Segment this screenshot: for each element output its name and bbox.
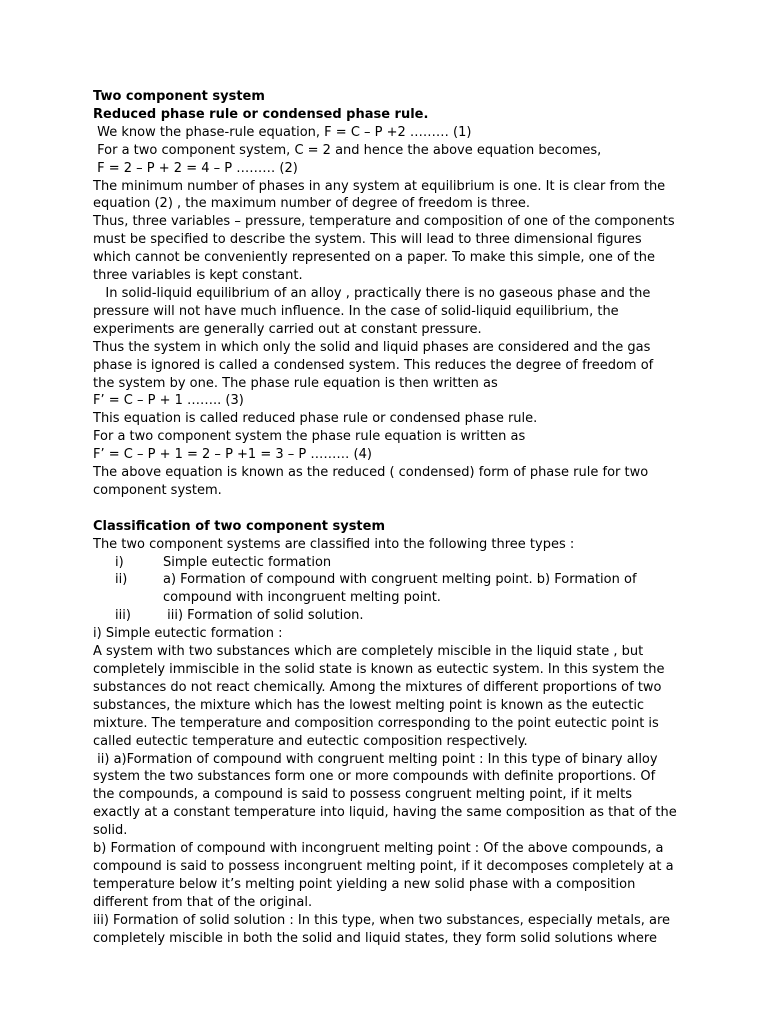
list-text: Simple eutectic formation — [163, 554, 332, 570]
list-text: iii) Formation of solid solution. — [163, 608, 364, 624]
paragraph: For a two component system the phase rule equation is written as — [93, 429, 526, 445]
list-text: a) Formation of compound with congruent melting point. b) Formation of compound with incongruent melting point. — [163, 572, 637, 606]
paragraph: Thus, three variables – pressure, temperature and composition of one of the components must be specified to describe the system. This will lead to three dimensional figures which cannot be conveniently represented on a paper. To make this simple, one of the three variables is kept constant. — [93, 214, 675, 284]
paragraph: Thus the system in which only the solid and liquid phases are considered and the gas phase is ignored is called a condensed system. This reduces the degree of freedom of the system by one. The phase rule equation is then written as — [93, 339, 654, 391]
paragraph: For a two component system, C = 2 and hence the above equation becomes, — [93, 142, 602, 158]
paragraph: The minimum number of phases in any system at equilibrium is one. It is clear from the equation (2) , the maximum number of degree of freedom is three. — [93, 178, 666, 212]
list-number: ii) — [115, 572, 128, 588]
paragraph: In solid-liquid equilibrium of an alloy , practically there is no gaseous phase and the pressure will not have much influence. In the case of solid-liquid equilibrium, the experiments are generally carried out at constant pressure. — [93, 285, 655, 337]
blank-line — [93, 500, 678, 518]
paragraph: We know the phase-rule equation, F = C – P +2 ……… (1) — [93, 124, 472, 140]
list-number: i) — [115, 554, 124, 570]
paragraph: ii) a)Formation of compound with congruent melting point : In this type of binary alloy system the two substances form one or more compounds with definite proportions. Of the compounds, a compound is said to possess congruent melting point, if it melts exactly at a constant temperature into liquid, having the same composition as that of the solid. — [93, 751, 681, 839]
paragraph: iii) Formation of solid solution : In this type, when two substances, especially metals, are completely miscible in both the solid and liquid states, they form solid solutions where — [93, 912, 671, 946]
paragraph: This equation is called reduced phase rule or condensed phase rule. — [93, 411, 538, 427]
paragraph: i) Simple eutectic formation : — [93, 626, 283, 642]
list-item — [93, 571, 678, 607]
document-title: Two component system — [93, 89, 265, 104]
classification-intro: The two component systems are classified into the following three types : — [93, 536, 575, 552]
paragraph: The above equation is known as the reduced ( condensed) form of phase rule for two component system. — [93, 465, 649, 498]
paragraph: F = 2 – P + 2 = 4 – P ……… (2) — [93, 160, 298, 176]
list-item — [93, 607, 678, 625]
equation: F’ = C – P + 1 = 2 – P +1 = 3 – P ……… (4) — [93, 447, 372, 463]
paragraph: A system with two substances which are completely miscible in the liquid state , but completely immiscible in the solid state is known as eutectic system. In this system the substances do not react chemically. Among the mixtures of different proportions of two substances, the mixture which has the lowest melting point is known as the eutectic mixture. The temperature and composition corresponding to the point eutectic point is called eutectic temperature and eutectic composition respectively. — [93, 644, 665, 749]
equation: F’ = C – P + 1 …….. (3) — [93, 393, 244, 409]
paragraph: b) Formation of compound with incongruent melting point : Of the above compounds, a compound is said to possess incongruent melting point, if it decomposes completely at a temperature below it’s melting point yielding a new solid phase with a composition different from that of the original. — [93, 841, 674, 910]
classification-heading: Classification of two component system — [93, 518, 386, 534]
list-item — [93, 554, 678, 572]
list-number: iii) — [115, 608, 131, 624]
document-subtitle: Reduced phase rule or condensed phase rule. — [93, 106, 429, 122]
